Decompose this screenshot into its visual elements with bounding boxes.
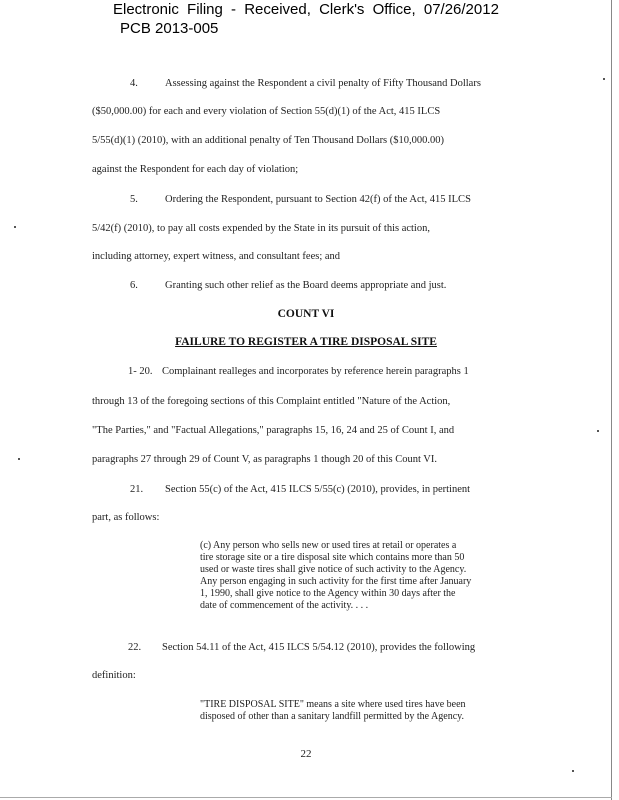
para1-20-number: 1- 20. <box>128 366 153 377</box>
para21-line: Section 55(c) of the Act, 415 ILCS 5/55(c) (2010), provides, in pertinent <box>165 484 471 495</box>
para6-number: 6. <box>130 280 138 291</box>
quote-line: 1, 1990, shall give notice to the Agency within 30 days after the <box>200 588 456 599</box>
para4-line: against the Respondent for each day of violation; <box>92 164 299 175</box>
para5-line: Ordering the Respondent, pursuant to Section 42(f) of the Act, 415 ILCS <box>165 194 471 205</box>
para4-line: ($50,000.00) for each and every violation of Section 55(d)(1) of the Act, 415 ILCS <box>92 106 441 117</box>
para4-line: Assessing against the Respondent a civil penalty of Fifty Thousand Dollars <box>165 78 481 89</box>
quote-line: Any person engaging in such activity for the first time after January <box>200 576 472 587</box>
filing-stamp-line: Electronic Filing - Received, Clerk's Office, 07/26/2012 <box>113 1 499 18</box>
quote-line: "TIRE DISPOSAL SITE" means a site where used tires have been <box>200 699 466 710</box>
scan-speck <box>597 430 599 432</box>
scan-speck <box>18 458 20 460</box>
count-title: COUNT VI <box>277 308 335 320</box>
para4-line: 5/55(d)(1) (2010), with an additional penalty of Ten Thousand Dollars ($10,000.00) <box>92 135 445 146</box>
quote-line: tire storage site or a tire disposal site which contains more than 50 <box>200 552 465 563</box>
para1-20-line: Complainant realleges and incorporates by reference herein paragraphs 1 <box>162 366 469 377</box>
para5-line: including attorney, expert witness, and consultant fees; and <box>92 251 341 262</box>
para22-line: Section 54.11 of the Act, 415 ILCS 5/54.12 (2010), provides the following <box>162 642 476 653</box>
scan-edge-right <box>611 0 612 800</box>
page-number: 22 <box>300 748 312 760</box>
scan-speck <box>603 78 605 80</box>
para21-line: part, as follows: <box>92 512 160 523</box>
count-subtitle: FAILURE TO REGISTER A TIRE DISPOSAL SITE <box>175 336 437 348</box>
para4-number: 4. <box>130 78 138 89</box>
quote-line: disposed of other than a sanitary landfill permitted by the Agency. <box>200 711 465 722</box>
para22-number: 22. <box>128 642 142 653</box>
scan-speck <box>14 226 16 228</box>
para1-20-line: "The Parties," and "Factual Allegations," paragraphs 15, 16, 24 and 25 of Count I, and <box>92 425 455 436</box>
para6-line: Granting such other relief as the Board deems appropriate and just. <box>165 280 447 291</box>
case-number: PCB 2013-005 <box>120 20 219 37</box>
para1-20-line: through 13 of the foregoing sections of this Complaint entitled "Nature of the Action, <box>92 396 451 407</box>
scan-speck <box>572 770 574 772</box>
para1-20-line: paragraphs 27 through 29 of Count V, as paragraphs 1 though 20 of this Count VI. <box>92 454 438 465</box>
para22-line: definition: <box>92 670 136 681</box>
para5-line: 5/42(f) (2010), to pay all costs expended by the State in its pursuit of this action, <box>92 223 430 234</box>
quote-line: (c) Any person who sells new or used tires at retail or operates a <box>200 540 457 551</box>
definition-quote <box>200 699 530 723</box>
quote-line: date of commencement of the activity. . . . <box>200 600 369 611</box>
para5-number: 5. <box>130 194 138 205</box>
scan-edge-bottom <box>0 797 612 798</box>
quote-line: used or waste tires shall give notice of such activity to the Agency. <box>200 564 467 575</box>
para21-number: 21. <box>130 484 144 495</box>
statute-quote-55c <box>200 540 530 612</box>
